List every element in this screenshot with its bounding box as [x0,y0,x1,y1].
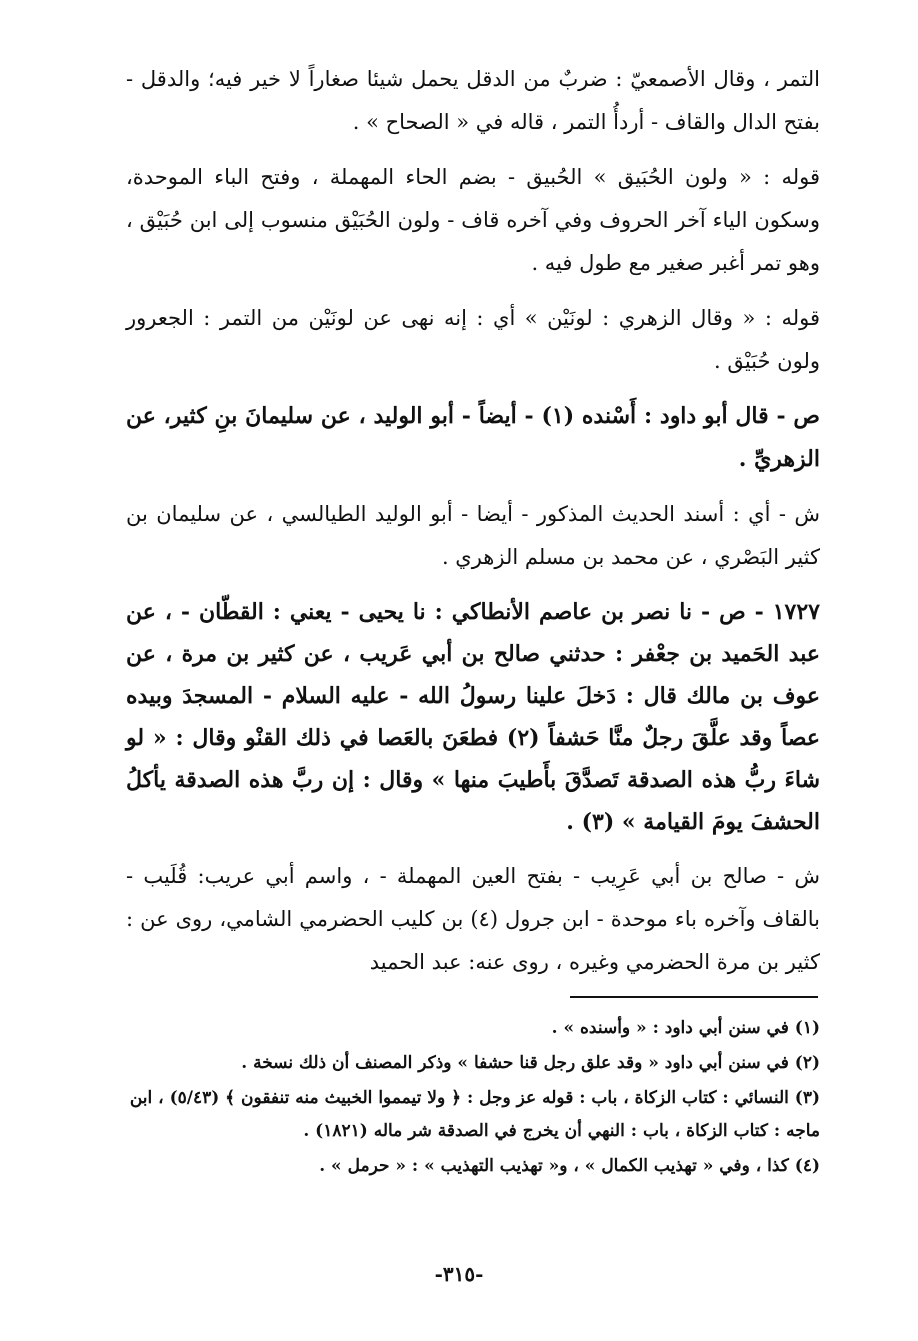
paragraph-abu-dawud-isnad: ص - قال أبو داود : أَسْنده (١) - أيضاً - أبو الوليد ، عن سليمانَ بنِ كثير، عن الزهريِّ . [126,403,820,472]
paragraph-dates-commentary: التمر ، وقال الأصمعيّ : ضربٌ من الدقل يحمل شيئا صغاراً لا خير فيه؛ والدقل - بفتح الدال والقاف - أردأُ التمر ، قاله في « الصحاح » . [126,67,820,134]
paragraph-zuhri-lawnayn: قوله : « وقال الزهري : لونَيْن » أي : إنه نهى عن لونَيْن من التمر : الجعرور ولون حُبَيْق . [126,306,820,373]
page-body [126,58,820,996]
paragraph-hubayq-explanation: قوله : « ولون الحُبَيق » الحُبيق - بضم الحاء المهملة ، وفتح الباء الموحدة، وسكون الياء آخر الحروف وفي آخره قاف - ولون الحُبَيْق منسوب إلى ابن حُبَيْق ، وهو تمر أغبر صغير مع طول فيه . [126,165,820,275]
footnotes [126,1012,820,1185]
paragraph-salih-biography: ش - صالح بن أبي عَرِيب - بفتح العين المهملة - ، واسم أبي عريب: قُلَيب - بالقاف وآخره باء موحدة - ابن جرول (٤) بن كليب الحضرمي الشامي، روى عن : كثير بن مرة الحضرمي وغيره ، روى عنه: عبد الحميد [126,864,820,974]
footnote-2: (٢) في سنن أبي داود « وقد علق رجل قنا حشفا » وذكر المصنف أن ذلك نسخة . [241,1053,820,1073]
paragraph-isnad-commentary: ش - أي : أسند الحديث المذكور - أيضا - أبو الوليد الطيالسي ، عن سليمان بن كثير البَصْري ، عن محمد بن مسلم الزهري . [126,502,820,569]
paragraph-hadith-1727: ١٧٢٧ - ص - نا نصر بن عاصم الأنطاكي : نا يحيى - يعني : القطّان - ، عن عبد الحَميد بن جعْفر : حدثني صالح بن أبي عَريب ، عن كثير بن مرة ، عن عوف بن مالك قال : دَخلَ علينا رسولُ الله - عليه السلام - المسجدَ وبيده عصاً وقد علَّقَ رجلٌ منَّا حَشفاً (٢) فطعَنَ بالعَصا في ذلك القنْو وقال : « لو شاءَ ربُّ هذه الصدقة تَصدَّقَ بأَطيبَ منها » وقال : إن ربَّ هذه الصدقة يأكلُ الحشفَ يومَ القيامة » (٣) . [126,599,820,835]
footnote-separator [570,996,818,998]
footnote-4: (٤) كذا ، وفي « تهذيب الكمال » ، و« تهذيب التهذيب » : « حرمل » . [319,1156,820,1176]
footnote-1: (١) في سنن أبي داود : « وأسنده » . [551,1018,820,1038]
footnote-3: (٣) النسائي : كتاب الزكاة ، باب : قوله عز وجل : ﴿ ولا تيمموا الخبيث منه تنفقون ﴾ (٥/٤٣) ، ابن ماجه : كتاب الزكاة ، باب : النهي أن يخرج في الصدقة شر ماله (١٨٢١) . [129,1088,820,1141]
page-number: -٣١٥- [434,1262,484,1286]
